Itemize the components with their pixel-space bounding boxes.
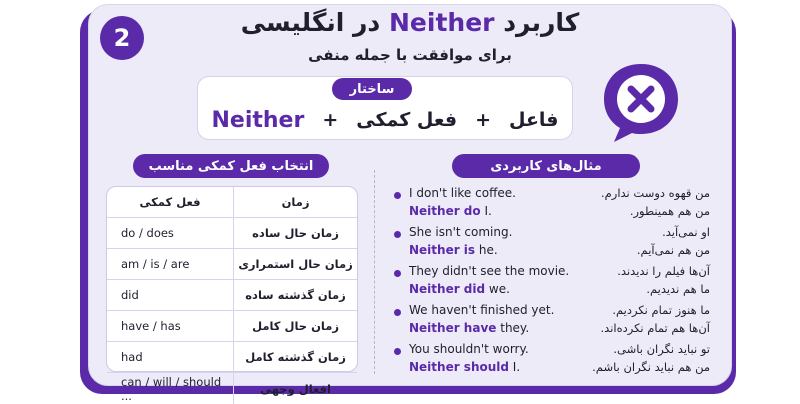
list-item	[390, 186, 720, 225]
verb-cell: can / will / should ...	[107, 373, 234, 404]
neither-phrase: Neither did	[409, 282, 486, 296]
list-item	[390, 303, 720, 342]
example-english-sentence: She isn't coming.	[409, 225, 513, 239]
example-persian-sentence: ما هنوز تمام نکردیم.	[612, 303, 710, 317]
column-header-verb: فعل کمکی	[107, 187, 234, 217]
formula-neither: Neither	[211, 107, 305, 133]
title-suffix: در انگلیسی	[240, 8, 381, 37]
example-english-sentence: They didn't see the movie.	[409, 264, 570, 278]
table-section-header: انتخاب فعل کمکی مناسب	[133, 154, 329, 178]
tense-cell: افعال وجهی	[260, 381, 331, 396]
neither-phrase: Neither do	[409, 204, 481, 218]
tense-cell: زمان گذشته کامل	[245, 350, 346, 364]
neither-phrase: Neither have	[409, 321, 497, 335]
example-persian-sentence: آن‌ها فیلم را ندیدند.	[617, 264, 710, 278]
example-persian-reply: من هم نباید نگران باشم.	[592, 360, 710, 374]
structure-label: ساختار	[332, 78, 412, 100]
example-english-sentence: We haven't finished yet.	[409, 303, 555, 317]
bullet-dot-icon	[394, 309, 401, 316]
table-row	[107, 280, 357, 311]
example-english-reply	[409, 282, 510, 296]
neither-phrase: Neither is	[409, 243, 476, 257]
table-row	[107, 373, 357, 404]
x-chat-bubble-icon	[598, 60, 684, 146]
table-header-row	[107, 187, 357, 218]
structure-formula	[197, 104, 573, 136]
tense-cell: زمان حال ساده	[252, 226, 339, 240]
table-row	[107, 311, 357, 342]
tense-cell: زمان حال استمراری	[238, 257, 353, 271]
tense-cell: زمان گذشته ساده	[245, 288, 346, 302]
formula-aux: فعل کمکی	[356, 109, 458, 131]
dashed-divider	[374, 170, 375, 374]
title-keyword: Neither	[389, 8, 495, 37]
example-persian-sentence: او نمی‌آید.	[662, 225, 710, 239]
verb-cell: do / does	[107, 218, 234, 248]
verb-cell: did	[107, 280, 234, 310]
example-persian-reply: ما هم ندیدیم.	[646, 282, 710, 296]
bullet-dot-icon	[394, 270, 401, 277]
title-prefix: کاربرد	[503, 8, 580, 37]
reply-subject: we.	[485, 282, 510, 296]
example-english-reply	[409, 204, 492, 218]
verb-cell: have / has	[107, 311, 234, 341]
reply-subject: he.	[475, 243, 498, 257]
verb-cell: had	[107, 342, 234, 372]
examples-section-header: مثال‌های کاربردی	[452, 154, 640, 178]
example-english-sentence: You shouldn't worry.	[409, 342, 529, 356]
reply-subject: they.	[496, 321, 530, 335]
example-persian-reply: من هم همینطور.	[629, 204, 710, 218]
example-persian-sentence: تو نباید نگران باشی.	[613, 342, 710, 356]
example-english-reply	[409, 243, 498, 257]
table-row	[107, 218, 357, 249]
example-english-reply	[409, 360, 520, 374]
table-row	[107, 249, 357, 280]
bullet-dot-icon	[394, 192, 401, 199]
reply-subject: I.	[480, 204, 492, 218]
lesson-number-badge: 2	[100, 16, 144, 60]
example-persian-reply: من هم نمی‌آیم.	[636, 243, 710, 257]
formula-plus: +	[322, 109, 339, 131]
example-english-reply	[409, 321, 529, 335]
neither-phrase: Neither should	[409, 360, 509, 374]
bullet-dot-icon	[394, 231, 401, 238]
list-item	[390, 264, 720, 303]
verb-cell: am / is / are	[107, 249, 234, 279]
formula-plus: +	[475, 109, 491, 131]
column-header-tense: زمان	[281, 195, 310, 209]
example-persian-reply: آن‌ها هم تمام نکرده‌اند.	[600, 321, 710, 335]
example-english-sentence: I don't like coffee.	[409, 186, 516, 200]
list-item	[390, 225, 720, 264]
bullet-dot-icon	[394, 348, 401, 355]
tense-cell: زمان حال کامل	[252, 319, 339, 333]
examples-list	[390, 186, 720, 381]
page-subtitle: برای موافقت با جمله منفی	[308, 46, 512, 64]
formula-subject: فاعل	[508, 109, 559, 131]
list-item	[390, 342, 720, 381]
table-row	[107, 342, 357, 373]
page-title	[200, 8, 620, 37]
reply-subject: I.	[508, 360, 521, 374]
auxiliary-verb-table	[106, 186, 358, 403]
example-persian-sentence: من قهوه دوست ندارم.	[600, 186, 710, 200]
